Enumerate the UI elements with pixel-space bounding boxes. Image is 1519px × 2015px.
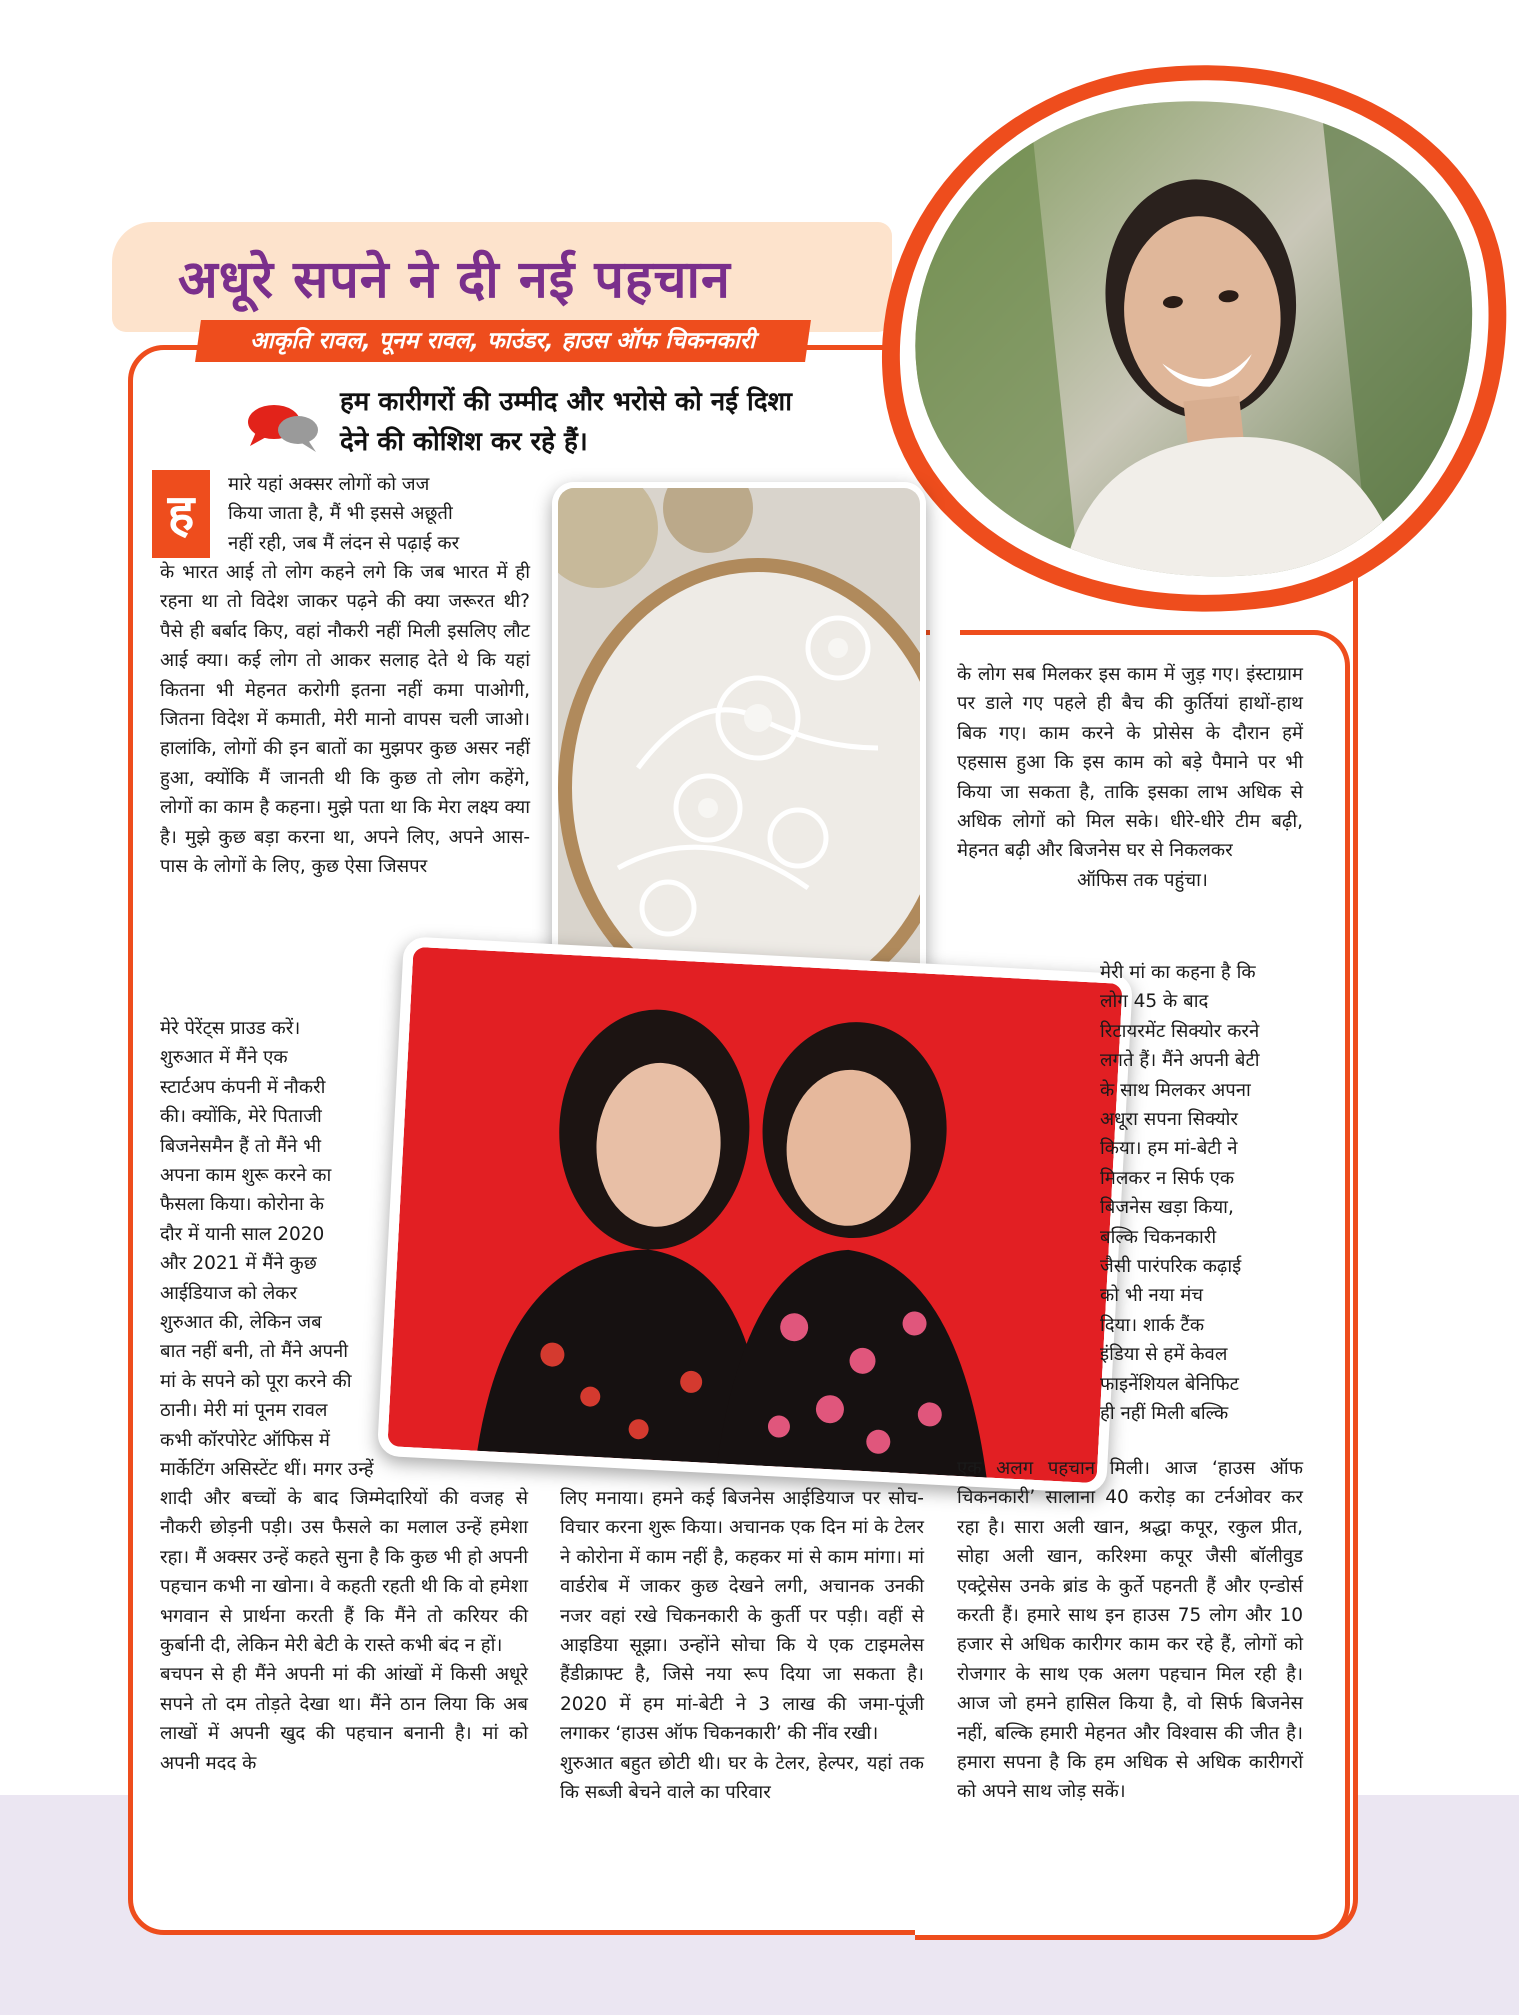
byline: आकृति रावल, पूनम रावल, फाउंडर, हाउस ऑफ चिकनकारी bbox=[195, 320, 811, 362]
text-line: बिजनेस खड़ा किया, bbox=[1100, 1197, 1234, 1219]
text-line: अधूरा सपना सिक्योर bbox=[1100, 1109, 1238, 1131]
text-line: अपना काम शुरू करने का bbox=[160, 1165, 332, 1187]
paragraph: लिए मनाया। हमने कई बिजनेस आईडियाज पर सोच-विचार करना शुरू किया। अचानक एक दिन मां के टेलर ने कोरोना में काम नहीं है, कहकर मां से काम मांगा। मां वार्डरोब में जाकर कुछ देखने लगी, अचानक उनकी नजर वहां रखे चिकनकारी के कुर्ती पर पड़ी। वहीं से आइडिया सूझा। उन्होंने सोचा कि ये एक टाइमलेस हैंडीक्राफ्ट है, जिसे नया रूप दिया जा सकता है। 2020 में हम मां-बेटी ने 3 लाख की जमा-पूंजी लगाकर ‘हाउस ऑफ चिकनकारी’ की नींव रखी। bbox=[560, 1488, 924, 1745]
text-line: की। क्योंकि, मेरे पिताजी bbox=[160, 1106, 322, 1128]
text-line: नहीं रही, जब मैं लंदन से पढ़ाई कर bbox=[228, 532, 460, 554]
text-line: लोग 45 के बाद bbox=[1100, 991, 1209, 1013]
text-line: और 2021 में मैंने कुछ bbox=[160, 1253, 317, 1275]
text-line: के साथ मिलकर अपना bbox=[1100, 1079, 1251, 1101]
text-line: आईडियाज को लेकर bbox=[160, 1282, 298, 1304]
embroidery-photo bbox=[552, 482, 926, 1004]
text-line: इंडिया से हमें केवल bbox=[1100, 1344, 1228, 1366]
text-line: ठानी। मेरी मां पूनम रावल bbox=[160, 1400, 328, 1422]
paragraph: एक अलग पहचान मिली। आज ‘हाउस ऑफ चिकनकारी’ सालाना 40 करोड़ का टर्नओवर कर रहा है। सारा अली खान, श्रद्धा कपूर, रकुल प्रीत, सोहा अली खान, करिश्मा कपूर जैसी बॉलीवुड एक्ट्रेसेस उनके ब्रांड के कुर्ते पहनती हैं और एन्डोर्स करती हैं। हमारे साथ इन हाउस 75 लोग और 10 हजार से अधिक कारीगर काम कर रहे हैं, लोगों को रोजगार के साथ एक अलग पहचान मिल रही है। आज जो हमने हासिल किया है, वो सिर्फ बिजनेस नहीं, बल्कि हमारी मेहनत और विश्वास की जीत है। हमारा सपना है कि हम अधिक से अधिक कारीगरों को अपने साथ जोड़ सकें। bbox=[957, 1458, 1303, 1803]
paragraph: शादी और बच्चों के बाद जिम्मेदारियों की वजह से नौकरी छोड़नी पड़ी। उस फैसले का मलाल उन्हें हमेशा रहा। मैं अक्सर उन्हें कहते सुना है कि कुछ भी हो अपनी पहचान कभी ना खोना। वे कहती रहती थी कि वो हमेशा भगवान से प्रार्थना करती हैं कि मैंने तो करियर की कुर्बानी दी, लेकिन मेरी बेटी के रास्ते कभी बंद न हों। bbox=[160, 1488, 528, 1657]
right-column-bottom bbox=[957, 1454, 1303, 1807]
text-line: किया जाता है, मैं भी इससे अछूती bbox=[228, 503, 453, 525]
text-line: स्टार्टअप कंपनी में नौकरी bbox=[160, 1076, 326, 1098]
text-line: शुरुआत में मैंने एक bbox=[160, 1047, 288, 1069]
right-column-narrow bbox=[1100, 958, 1310, 1429]
paragraph: शुरुआत बहुत छोटी थी। घर के टेलर, हेल्पर, यहां तक कि सब्जी बेचने वाले का परिवार bbox=[560, 1752, 924, 1804]
text-line: बिजनेसमैन हैं तो मैंने भी bbox=[160, 1135, 321, 1157]
left-column-top bbox=[228, 470, 528, 558]
page-title: अधूरे सपने ने दी नई पहचान bbox=[178, 249, 731, 310]
text-line: मारे यहां अक्सर लोगों को जज bbox=[228, 474, 430, 495]
mother-daughter-photo bbox=[377, 936, 1133, 1493]
pull-quote: हम कारीगरों की उम्मीद और भरोसे को नई दिशा देने की कोशिश कर रहे हैं। bbox=[340, 387, 792, 457]
text-line: दौर में यानी साल 2020 bbox=[160, 1223, 325, 1245]
speech-bubbles-icon bbox=[244, 398, 324, 458]
drop-cap: ह bbox=[152, 470, 210, 558]
text-line: दिया। शार्क टैंक bbox=[1100, 1314, 1205, 1336]
text-line: मेरे पेरेंट्स प्राउड करें। bbox=[160, 1018, 301, 1039]
text-line: मेरी मां का कहना है कि bbox=[1100, 962, 1256, 983]
paragraph: बचपन से ही मैंने अपनी मां की आंखों में किसी अधूरे सपने तो दम तोड़ते देखा था। मैंने ठान लिया कि अब लाखों में अपनी खुद की पहचान बनानी है। मां को अपनी मदद के bbox=[160, 1664, 528, 1774]
text-line: जैसी पारंपरिक कढ़ाई bbox=[1100, 1256, 1242, 1278]
left-column-narrow bbox=[160, 1014, 400, 1485]
text-line: लगते हैं। मैंने अपनी बेटी bbox=[1100, 1050, 1260, 1072]
text-line: फाइनेंशियल बेनिफिट bbox=[1100, 1373, 1239, 1395]
middle-column bbox=[560, 1484, 924, 1807]
paragraph: के भारत आई तो लोग कहने लगे कि जब भारत में ही रहना था तो विदेश जाकर पढ़ने की क्या जरूरत थी? पैसे ही बर्बाद किए, वहां नौकरी नहीं मिली इसलिए लौट आई क्या। कई लोग तो आकर सलाह देते थे कि यहां कितना भी मेहनत करोगी इतना नहीं कमा पाओगी, जितना विदेश में कमाती, मेरी मानो वापस चली जाओ। हालांकि, लोगों की इन बातों का मुझपर कुछ असर नहीं हुआ, क्योंकि मैं जानती थी कि कुछ तो लोग कहेंगे, लोगों का काम है कहना। मुझे पता था कि मेरा लक्ष्य क्या है। मुझे कुछ बड़ा करना था, अपने लिए, अपने आस-पास के लोगों के लिए, कुछ ऐसा जिसपर bbox=[160, 562, 530, 878]
text-line: मां के सपने को पूरा करने की bbox=[160, 1370, 352, 1392]
text-line: किया। हम मां-बेटी ने bbox=[1100, 1138, 1238, 1160]
text-line: ही नहीं मिली बल्कि bbox=[1100, 1403, 1229, 1425]
left-column-bottom bbox=[160, 1484, 528, 1778]
right-column-top bbox=[957, 660, 1303, 895]
paragraph: ऑफिस तक पहुंचा। bbox=[1077, 869, 1208, 891]
text-line: को भी नया मंच bbox=[1100, 1285, 1204, 1307]
paragraph: के लोग सब मिलकर इस काम में जुड़ गए। इंस्टाग्राम पर डाले गए पहले ही बैच की कुर्तियां हाथों-हाथ बिक गए। काम करने के प्रोसेस के दौरान हमें एहसास हुआ कि इस काम को बड़े पैमाने पर भी किया जा सकता है, ताकि इसका लाभ अधिक से अधिक लोगों को मिल सके। धीरे-धीरे टीम बढ़ी, मेहनत बढ़ी और बिजनेस घर से निकलकर bbox=[957, 664, 1303, 862]
text-line: फैसला किया। कोरोना के bbox=[160, 1194, 324, 1216]
left-column-body bbox=[160, 558, 530, 881]
text-line: रिटायरमेंट सिक्योर करने bbox=[1100, 1020, 1260, 1042]
text-line: कभी कॉरपोरेट ऑफिस में bbox=[160, 1429, 330, 1451]
text-line: मिलकर न सिर्फ एक bbox=[1100, 1167, 1235, 1189]
text-line: मार्केटिंग असिस्टेंट थीं। मगर उन्हें bbox=[160, 1459, 374, 1481]
text-line: बात नहीं बनी, तो मैंने अपनी bbox=[160, 1341, 349, 1363]
text-line: बल्कि चिकनकारी bbox=[1100, 1226, 1217, 1248]
text-line: शुरुआत की, लेकिन जब bbox=[160, 1312, 322, 1334]
